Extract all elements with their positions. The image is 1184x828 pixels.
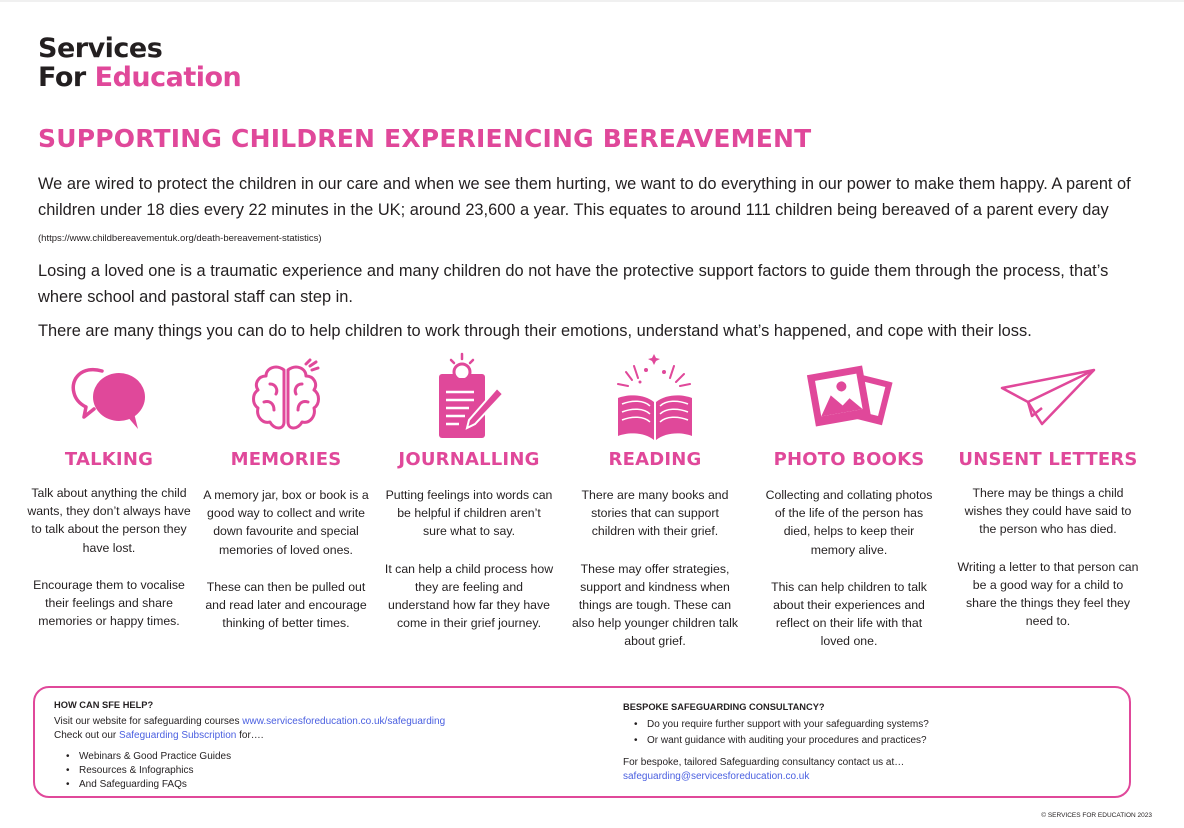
- contact-text: For bespoke, tailored Safeguarding consultancy contact us at…: [623, 757, 905, 768]
- heading-unsent-letters: UNSENT LETTERS: [958, 449, 1138, 470]
- list-item: • And Safeguarding FAQs: [79, 778, 574, 792]
- column-journalling: [384, 352, 554, 632]
- logo: [38, 34, 241, 92]
- intro-paragraph-3: There are many things you can do to help children to work through their emotions, understand what’s happened, and cope with their loss.: [38, 322, 1032, 340]
- statistics-source: (https://www.childbereavementuk.org/death-bereavement-statistics): [38, 233, 322, 244]
- list-item: • Or want guidance with auditing your procedures and practices?: [647, 733, 1093, 749]
- heading-talking: TALKING: [64, 449, 154, 470]
- talking-text-2: Encourage them to vocalise their feelings and share memories or happy times.: [33, 577, 185, 629]
- intro-paragraph-2: Losing a loved one is a traumatic experience and many children do not have the protective support factors to guide them through the process, that’s where school and pastoral staff can step in.: [38, 262, 1109, 306]
- sfe-help-heading: HOW CAN SFE HELP?: [54, 700, 154, 710]
- reading-text-2: These may offer strategies, support and kindness when things are tough. These can also help younger children talk about grief.: [571, 561, 739, 649]
- visit-line: [54, 715, 574, 729]
- photo-books-text-2: This can help children to talk about their experiences and reflect on their life with that loved one.: [771, 579, 927, 649]
- column-memories: [201, 352, 371, 632]
- list-item: • Do you require further support with your safeguarding systems?: [647, 717, 1093, 733]
- subscription-link[interactable]: Safeguarding Subscription: [119, 730, 237, 741]
- brain-icon: [201, 352, 371, 444]
- safeguarding-email-link[interactable]: safeguarding@servicesforeducation.co.uk: [623, 771, 810, 782]
- copyright: © SERVICES FOR EDUCATION 2023: [1041, 812, 1152, 819]
- unsent-letters-text-2: Writing a letter to that person can be a good way for a child to share the things they feel they need to.: [957, 559, 1139, 629]
- column-photo-books: [764, 352, 934, 651]
- photos-icon: [764, 352, 934, 444]
- sfe-help-section: [54, 698, 574, 792]
- memories-text-1: A memory jar, box or book is a good way to collect and write down favourite and special memories of loved ones.: [203, 488, 369, 557]
- intro-text-1: We are wired to protect the children in our care and when we see them hurting, we want to do everything in our power to make them happy. A parent of children under 18 dies every 22 minutes in the UK; around 23,600 a year. This equates to around 111 children being bereaved of a parent every day: [38, 175, 1131, 219]
- logo-education: Education: [94, 62, 242, 93]
- safeguarding-website-link[interactable]: www.servicesforeducation.co.uk/safeguarding: [242, 716, 446, 727]
- list-item: • Resources & Infographics: [79, 764, 574, 778]
- heading-photo-books: PHOTO BOOKS: [773, 449, 925, 470]
- memories-text-2: These can then be pulled out and read later and encourage thinking of better times.: [205, 579, 367, 631]
- page-title: SUPPORTING CHILDREN EXPERIENCING BEREAVEMENT: [38, 124, 812, 153]
- logo-for: For: [38, 62, 95, 93]
- intro-paragraph-1: [38, 171, 1153, 252]
- column-talking: [24, 352, 194, 630]
- top-divider: [0, 0, 1184, 2]
- column-reading: [570, 352, 740, 651]
- help-list: [54, 750, 574, 792]
- help-box: [33, 686, 1131, 798]
- journalling-text-2: It can help a child process how they are feeling and understand how far they have come in their grief journey.: [384, 561, 554, 631]
- logo-line2: [38, 63, 241, 92]
- unsent-letters-text-1: There may be things a child wishes they could have said to the person who has died.: [964, 486, 1132, 537]
- heading-journalling: JOURNALLING: [398, 449, 540, 470]
- paper-plane-icon: [956, 352, 1140, 444]
- checkout-suffix: for….: [236, 730, 264, 741]
- consultancy-section: [623, 700, 1093, 784]
- reading-text-1: There are many books and stories that can support children with their grief.: [581, 488, 729, 539]
- heading-reading: READING: [608, 449, 702, 470]
- heading-memories: MEMORIES: [230, 449, 342, 470]
- journalling-text-1: Putting feelings into words can be helpful if children aren’t sure what to say.: [385, 488, 553, 539]
- speech-bubbles-icon: [24, 352, 194, 444]
- notepad-pencil-icon: [384, 352, 554, 444]
- consultancy-heading: BESPOKE SAFEGUARDING CONSULTANCY?: [623, 702, 825, 712]
- checkout-text: Check out our: [54, 730, 120, 741]
- photo-books-text-1: Collecting and collating photos of the life of the person has died, helps to keep their memory alive.: [765, 488, 933, 557]
- consultancy-list: [623, 717, 1093, 749]
- visit-text: Visit our website for safeguarding courses: [54, 716, 243, 727]
- checkout-line: [54, 729, 574, 743]
- open-book-icon: [570, 352, 740, 444]
- list-item: • Webinars & Good Practice Guides: [79, 750, 574, 764]
- talking-text-1: Talk about anything the child wants, they don’t always have to talk about the person they have lost.: [27, 486, 191, 555]
- logo-line1: Services: [38, 33, 163, 64]
- column-unsent-letters: [956, 352, 1140, 630]
